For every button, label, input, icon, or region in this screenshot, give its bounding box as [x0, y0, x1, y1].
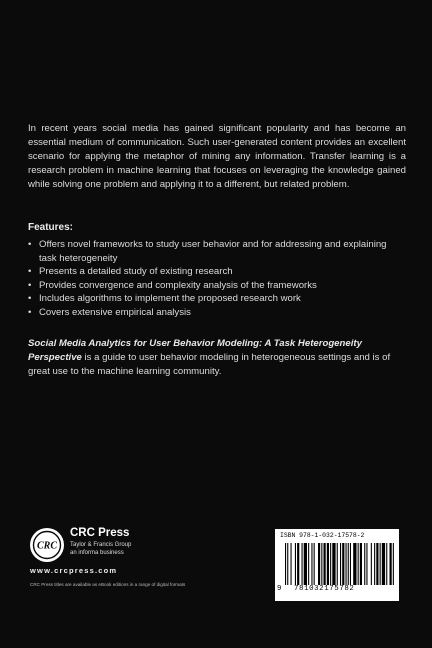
- publisher-website: www.crcpress.com: [30, 566, 118, 575]
- bullet-icon: •: [28, 279, 32, 291]
- bullet-icon: •: [28, 306, 32, 318]
- publisher-group: Taylor & Francis Group: [70, 542, 132, 548]
- publisher-tagline: an informa business: [70, 550, 124, 556]
- summary-paragraph: Social Media Analytics for User Behavior Modeling: A Task Heterogeneity Perspective is a guide to user behavior modeling in heterogeneous settings and is of great use to the machine learning community.: [28, 338, 391, 377]
- isbn-label: ISBN 978-1-032-17578-2: [280, 532, 365, 539]
- list-item: • Presents a detailed study of existing research: [28, 266, 233, 277]
- crc-logo-icon: [29, 527, 65, 563]
- ebook-note: CRC Press titles are available as eBook editions in a range of digital formats: [30, 582, 186, 587]
- intro-paragraph: In recent years social media has gained significant popularity and has become an essential medium of communication. Such user-generated content provides an excellent scenario for applying the metaphor of mining any information. Transfer learning is a research problem in machine learning that focuses on leveraging the knowledge gained while solving one problem and applying it to a different, but related problem.: [28, 123, 406, 190]
- book-title: Social Media Analytics for User Behavior Modeling: A Task Heterogeneity Perspective: [28, 338, 362, 363]
- list-item: • Covers extensive empirical analysis: [28, 306, 191, 318]
- bullet-icon: •: [28, 293, 32, 304]
- bullet-icon: •: [28, 266, 32, 277]
- bullet-icon: •: [28, 239, 32, 250]
- list-item: • Provides convergence and complexity analysis of the frameworks: [28, 279, 317, 291]
- list-item: • Offers novel frameworks to study user behavior and for addressing and explaining task heterogeneity: [28, 239, 387, 264]
- list-item: • Includes algorithms to implement the proposed research work: [28, 293, 301, 304]
- barcode-bars: [285, 543, 395, 585]
- isbn-barcode: ISBN 978-1-032-17578-2 9 781032175782: [275, 529, 399, 601]
- publisher-name: CRC Press: [70, 527, 130, 539]
- features-list: [28, 238, 406, 319]
- svg-text:CRC: CRC: [36, 540, 58, 552]
- features-heading: Features:: [28, 222, 74, 233]
